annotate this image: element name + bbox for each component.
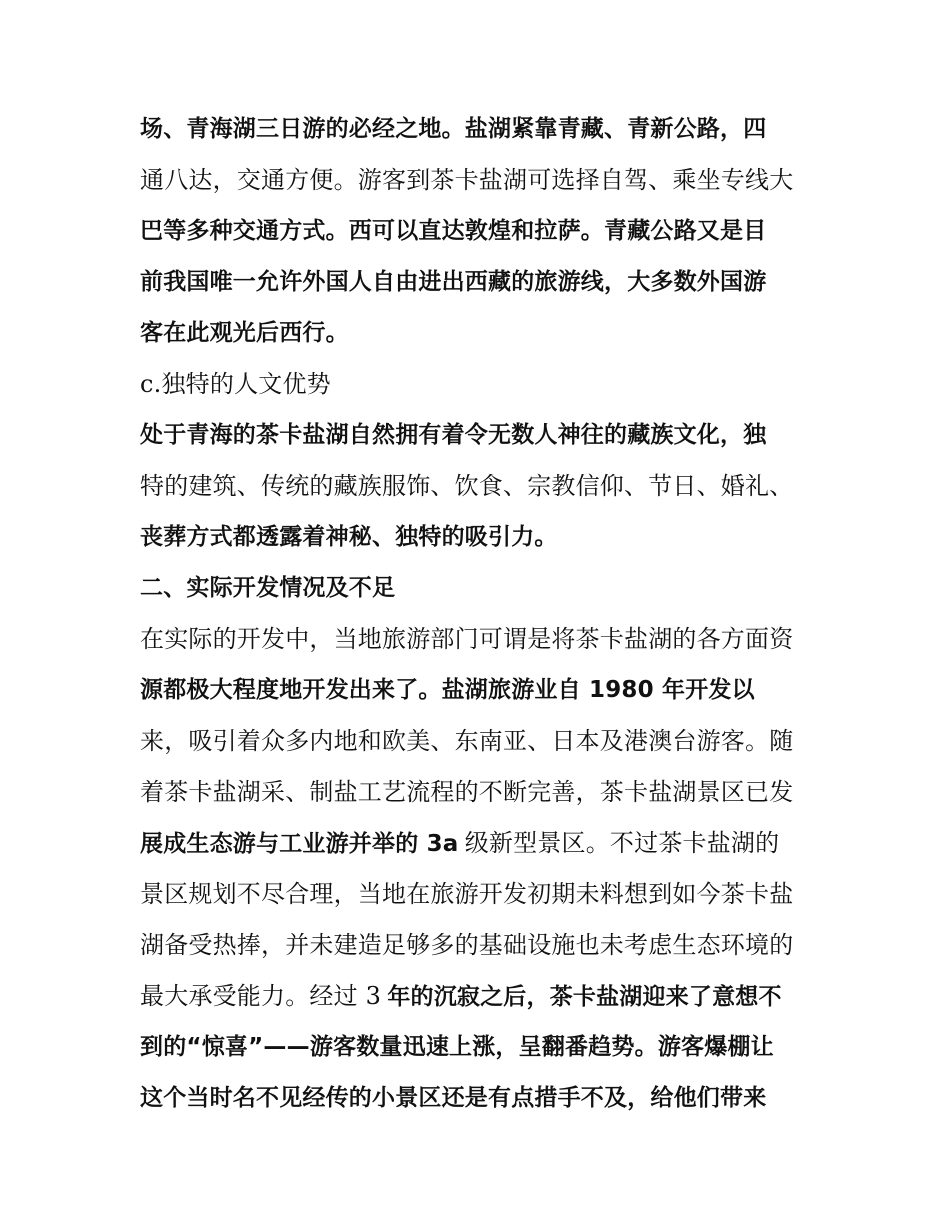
- text-line: 丧葬方式都透露着神秘、独特的吸引力。: [140, 524, 558, 550]
- text-line: 源都极大程度地开发出来了。盐湖旅游业自 1980 年开发以: [140, 677, 755, 703]
- text-line: 通八达，交通方便。游客到茶卡盐湖可选择自驾、乘坐专线大: [140, 166, 794, 194]
- text-segment: 年的沉寂之后，茶卡盐湖迎来了意想不: [387, 984, 782, 1010]
- text-line: [140, 971, 820, 1022]
- text-line: 着茶卡盐湖采、制盐工艺流程的不断完善，茶卡盐湖景区已发: [140, 778, 794, 806]
- text-line: [140, 818, 820, 869]
- text-line: 前我国唯一允许外国人自由进出西藏的旅游线，大多数外国游: [140, 269, 767, 295]
- text-segment: 最大承受能力。经过 3: [140, 982, 382, 1010]
- text-line: 景区规划不尽合理，当地在旅游开发初期未料想到如今茶卡盐: [140, 880, 794, 908]
- text-line: 特的建筑、传统的藏族服饰、饮食、宗教信仰、节日、婚礼、: [140, 472, 794, 500]
- text-line: 湖备受热捧，并未建造足够多的基础设施也未考虑生态环境的: [140, 931, 794, 959]
- text-line: 到的“惊喜”——游客数量迅速上涨，呈翻番趋势。游客爆棚让: [140, 1034, 774, 1060]
- text-line: 来，吸引着众多内地和欧美、东南亚、日本及港澳台游客。随: [140, 727, 794, 755]
- body-text: [140, 104, 820, 1124]
- text-line: 客在此观光后西行。: [140, 320, 349, 346]
- section-heading: c.独特的人文优势: [140, 370, 331, 398]
- text-segment: 级新型景区。不过茶卡盐湖的: [464, 829, 780, 857]
- text-line: 场、青海湖三日游的必经之地。盐湖紧靠青藏、青新公路，四: [140, 116, 767, 142]
- text-line: 这个当时名不见经传的小景区还是有点措手不及，给他们带来: [140, 1085, 767, 1111]
- section-heading: 二、实际开发情况及不足: [140, 575, 396, 601]
- text-line: 在实际的开发中，当地旅游部门可谓是将茶卡盐湖的各方面资: [140, 625, 794, 653]
- text-segment: 展成生态游与工业游并举的 3a: [140, 831, 459, 857]
- text-line: 处于青海的茶卡盐湖自然拥有着令无数人神往的藏族文化，独: [140, 422, 767, 448]
- text-line: 巴等多种交通方式。西可以直达敦煌和拉萨。青藏公路又是目: [140, 218, 767, 244]
